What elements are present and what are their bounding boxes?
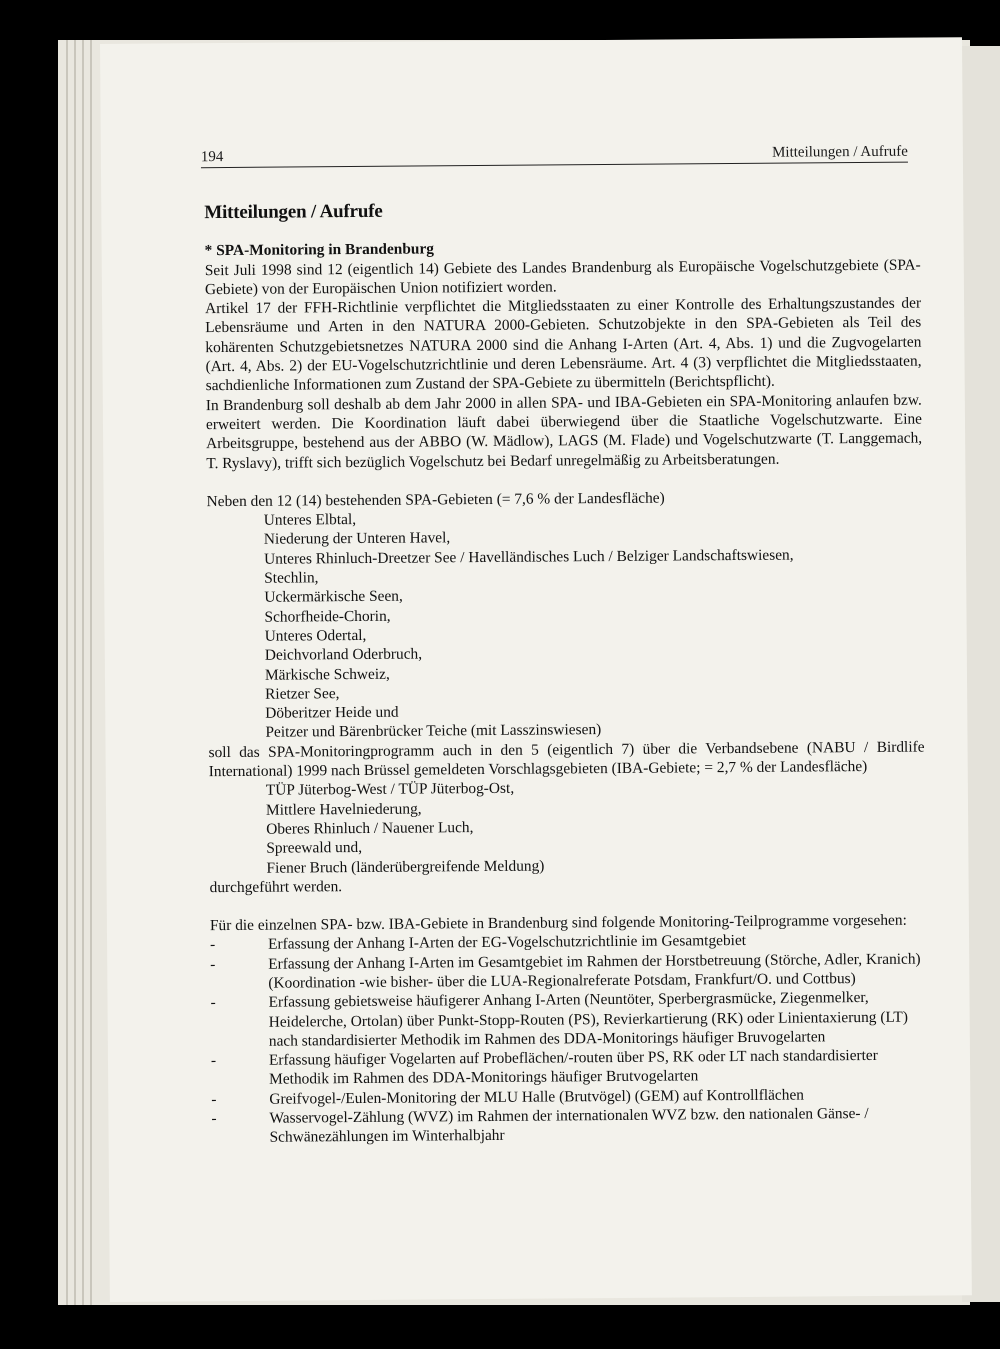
list-item-text: Erfassung der Anhang I-Arten im Gesamtgebiet im Rahmen der Horstbetreuung (Störche, Adler, Kranich) (Koordination -wie bisher- über die LUA-Regionalreferate Potsdam, Frankfurt/O. und Cottbus)	[268, 950, 921, 992]
list-item-text: Erfassung gebietsweise häufigerer Anhang I-Arten (Neuntöter, Sperbergrasmücke, Ziegenmelker, Heidelerche, Ortolan) über Punkt-Stopp-Routen (PS), Revierkartierung (RK) oder Linientaxierung (LT) nach standardisierter Methodik im Rahmen des DDA-Monitorings häufiger Bruvogelarten	[268, 989, 908, 1050]
list-item: Fiener Bruch (länderübergreifende Meldung)	[266, 857, 545, 877]
paragraph: Seit Juli 1998 sind 12 (eigentlich 14) Gebiete des Landes Brandenburg als Europäische Vogelschutzgebiete (SPA-Gebiete) von der Europäischen Union notifiziert worden.	[204, 256, 921, 299]
list-item: Uckermärkische Seen,	[264, 587, 403, 607]
dash-bullet: -	[210, 994, 216, 1012]
iba-intro: soll das SPA-Monitoringprogramm auch in den 5 (eigentlich 7) über die Verbandsebene (NABU / Birdlife International) 1999 nach Brüssel gemeldeten Vorschlagsgebieten (IBA-Gebiete; = 2,7 % der Landesfläche)	[208, 738, 925, 781]
list-item: Unteres Odertal,	[264, 626, 367, 645]
running-section-title: Mitteilungen / Aufrufe	[771, 143, 908, 161]
list-item: Schorfheide-Chorin,	[264, 607, 391, 626]
paragraph: In Brandenburg soll deshalb ab dem Jahr 2000 in allen SPA- und IBA-Gebieten ein SPA-Monitoring anlaufen bzw. erweitert werden. Die Koordination läuft dabei überwiegend über die Staatliche Vogelschutzwarte. Eine Arbeitsgruppe, bestehend aus der ABBO (W. Mädlow), LAGS (M. Flade) und Vogelschutzwarte (T. Langgemach, T. Ryslavy), trifft sich bezüglich Vogelschutz bei Bedarf unregelmäßig zu Arbeitsberatungen.	[205, 391, 923, 472]
list-item: Unteres Elbtal,	[263, 511, 357, 529]
list-item	[210, 988, 926, 1052]
list-item-text: Wasservogel-Zählung (WVZ) im Rahmen der internationalen WVZ bzw. den nationalen Gänse- / Schwänezählungen im Winterhalbjahr	[269, 1105, 869, 1147]
dash-bullet: -	[210, 1052, 217, 1070]
page-edge	[82, 40, 84, 1305]
page-number: 194	[200, 149, 224, 166]
dash-bullet: -	[211, 1110, 217, 1128]
iba-outro: durchgeführt werden.	[209, 877, 343, 896]
list-item: Rietzer See,	[265, 684, 340, 703]
spa-intro: Neben den 12 (14) bestehenden SPA-Gebieten (= 7,6 % der Landesfläche)	[206, 489, 665, 511]
list-item-text: Erfassung häufiger Vogelarten auf Probeflächen/-routen über PS, RK oder LT nach standardisierter Methodik im Rahmen des DDA-Monitorings häufiger Brutvogelarten	[268, 1047, 878, 1089]
running-header	[201, 138, 908, 169]
list-item-text: Greifvogel-/Eulen-Monitoring der MLU Halle (Brutvögel) (GEM) auf Kontrollflächen	[269, 1086, 805, 1108]
page-edge	[74, 40, 76, 1305]
programs-intro: Für die einzelnen SPA- bzw. IBA-Gebiete in Brandenburg sind folgende Monitoring-Teilprogramme vorgesehen:	[209, 911, 907, 935]
list-item	[210, 949, 926, 993]
list-item: Peitzer und Bärenbrücker Teiche (mit Lasszinswiesen)	[265, 721, 602, 742]
spa-area-list	[207, 506, 925, 743]
page-edge	[90, 40, 92, 1305]
article-body	[204, 198, 927, 1148]
paragraph: Artikel 17 der FFH-Richtlinie verpflichtet die Mitgliedsstaaten zu einer Kontrolle des Erhaltungszustandes der Lebensräume und Arten in den NATURA 2000-Gebieten. Schutzobjekte in den SPA-Gebieten als Teil des kohärenten Schutzgebietsnetzes NATURA 2000 sind die Anhang I-Arten (Art. 4, Abs. 1) und die Zugvogelarten (Art. 4, Abs. 2) der EU-Vogelschutzrichtlinie und deren Lebensräume. Art. 4 (3) verpflichtet die Mitgliedsstaaten, sachdienliche Informationen zum Zustand der SPA-Gebiete zu übermitteln (Berichtspflicht).	[205, 294, 922, 395]
program-list	[210, 930, 928, 1148]
list-item: Märkische Schweiz,	[264, 665, 390, 684]
list-item: Deichvorland Oderbruch,	[264, 645, 423, 664]
page-edge	[66, 40, 68, 1305]
list-item: Mittlere Havelniederung,	[265, 800, 422, 819]
list-item: Spreewald und,	[266, 839, 363, 857]
list-item	[211, 1104, 927, 1148]
list-item-text: Erfassung der Anhang I-Arten der EG-Vogelschutzrichtlinie im Gesamtgebiet	[268, 932, 747, 954]
page-title: Mitteilungen / Aufrufe	[204, 200, 383, 224]
list-item: Niederung der Unteren Havel,	[263, 529, 451, 549]
list-item: Döberitzer Heide und	[265, 703, 399, 722]
list-item: Unteres Rhinluch-Dreetzer See / Havelländisches Luch / Belziger Landschaftswiesen,	[263, 546, 794, 568]
dash-bullet: -	[210, 955, 216, 973]
iba-area-list	[209, 776, 926, 878]
book-page	[100, 37, 972, 1302]
list-item: TÜP Jüterbog-West / TÜP Jüterbog-Ost,	[265, 780, 515, 800]
article-subheading: * SPA-Monitoring in Brandenburg	[204, 240, 435, 260]
list-item	[211, 1046, 927, 1090]
list-item: Stechlin,	[264, 569, 319, 587]
dash-bullet: -	[211, 1090, 217, 1108]
dash-bullet: -	[210, 936, 216, 954]
list-item: Oberes Rhinluch / Nauener Luch,	[266, 818, 474, 838]
